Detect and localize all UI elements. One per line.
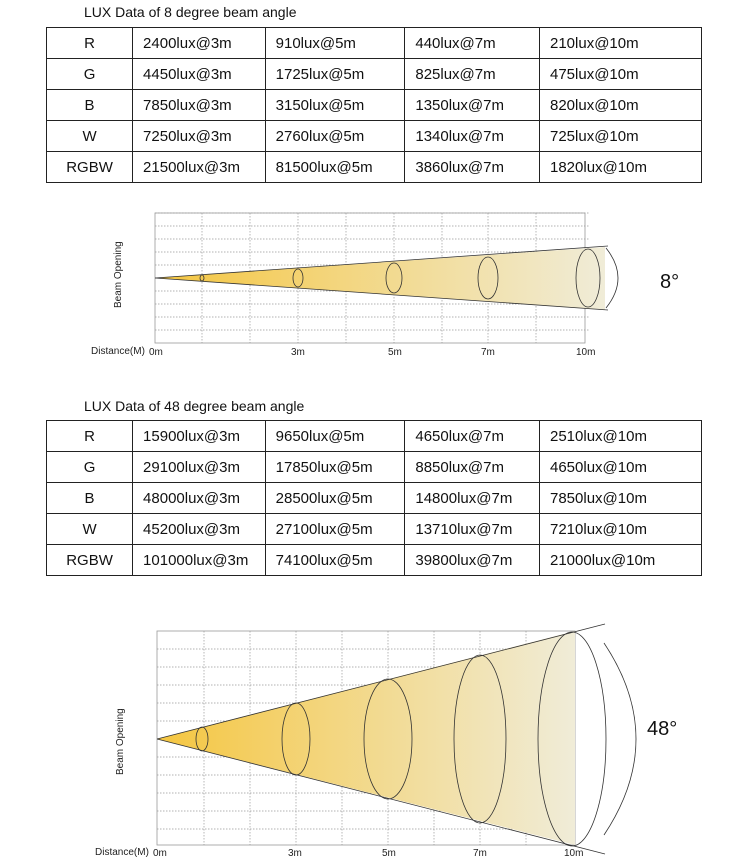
channel-cell: R [47,28,133,59]
channel-cell: W [47,514,133,545]
lux-cell-7m: 3860lux@7m [405,152,540,183]
table-row-r [47,421,702,452]
y-axis-label: Beam Opening [113,241,124,308]
beam-diagram-48deg [0,615,741,861]
angle-label: 8° [660,271,680,293]
section-title-48deg: LUX Data of 48 degree beam angle [84,398,305,414]
lux-cell-10m: 2510lux@10m [540,421,702,452]
tick-5m: 5m [388,347,402,358]
lux-cell-5m: 9650lux@5m [265,421,405,452]
lux-cell-5m: 28500lux@5m [265,483,405,514]
y-axis-label: Beam Opening [115,708,126,775]
channel-cell: R [47,421,133,452]
lux-cell-5m: 910lux@5m [265,28,405,59]
lux-cell-10m: 475lux@10m [540,59,702,90]
lux-cell-3m: 15900lux@3m [133,421,266,452]
table-row-g [47,59,702,90]
angle-arc [606,248,618,308]
lux-table-8deg [46,27,702,183]
tick-10m: 10m [564,848,584,859]
lux-cell-10m: 725lux@10m [540,121,702,152]
lux-cell-5m: 17850lux@5m [265,452,405,483]
lux-cell-10m: 4650lux@10m [540,452,702,483]
lux-cell-7m: 4650lux@7m [405,421,540,452]
table-row-r [47,28,702,59]
lux-cell-3m: 4450lux@3m [133,59,266,90]
table-row-rgbw [47,152,702,183]
channel-cell: B [47,483,133,514]
angle-arc [604,643,636,835]
table-row-w [47,121,702,152]
lux-cell-7m: 8850lux@7m [405,452,540,483]
lux-cell-10m: 7850lux@10m [540,483,702,514]
lux-cell-3m: 29100lux@3m [133,452,266,483]
channel-cell: RGBW [47,545,133,576]
table-row-g [47,452,702,483]
light-beam [155,247,605,310]
lux-cell-10m: 21000lux@10m [540,545,702,576]
channel-cell: W [47,121,133,152]
tick-10m: 10m [576,347,596,358]
lux-cell-10m: 7210lux@10m [540,514,702,545]
tick-0m: 0m [153,848,167,859]
section-title-8deg: LUX Data of 8 degree beam angle [84,4,297,20]
tick-7m: 7m [481,347,495,358]
lux-cell-7m: 440lux@7m [405,28,540,59]
tick-7m: 7m [473,848,487,859]
lux-cell-3m: 48000lux@3m [133,483,266,514]
tick-3m: 3m [291,347,305,358]
table-row-rgbw [47,545,702,576]
channel-cell: G [47,59,133,90]
lux-cell-5m: 74100lux@5m [265,545,405,576]
distance-label: Distance(M) [95,847,149,858]
lux-cell-3m: 21500lux@3m [133,152,266,183]
lux-cell-7m: 1340lux@7m [405,121,540,152]
channel-cell: B [47,90,133,121]
table-row-b [47,90,702,121]
lux-cell-3m: 7250lux@3m [133,121,266,152]
lux-cell-5m: 3150lux@5m [265,90,405,121]
lux-cell-5m: 81500lux@5m [265,152,405,183]
lux-cell-10m: 1820lux@10m [540,152,702,183]
lux-cell-7m: 39800lux@7m [405,545,540,576]
lux-cell-5m: 2760lux@5m [265,121,405,152]
lux-cell-7m: 1350lux@7m [405,90,540,121]
lux-cell-7m: 13710lux@7m [405,514,540,545]
light-beam [157,631,575,845]
lux-cell-3m: 7850lux@3m [133,90,266,121]
lux-cell-3m: 101000lux@3m [133,545,266,576]
channel-cell: RGBW [47,152,133,183]
beam-diagram-8deg [0,200,741,370]
table-row-w [47,514,702,545]
lux-cell-10m: 210lux@10m [540,28,702,59]
distance-label: Distance(M) [91,346,145,357]
lux-cell-7m: 825lux@7m [405,59,540,90]
channel-cell: G [47,452,133,483]
lux-cell-7m: 14800lux@7m [405,483,540,514]
tick-0m: 0m [149,347,163,358]
table-row-b [47,483,702,514]
lux-cell-10m: 820lux@10m [540,90,702,121]
lux-cell-3m: 2400lux@3m [133,28,266,59]
tick-3m: 3m [288,848,302,859]
tick-5m: 5m [382,848,396,859]
lux-cell-3m: 45200lux@3m [133,514,266,545]
angle-label: 48° [647,718,678,740]
lux-cell-5m: 27100lux@5m [265,514,405,545]
lux-table-48deg [46,420,702,576]
lux-cell-5m: 1725lux@5m [265,59,405,90]
